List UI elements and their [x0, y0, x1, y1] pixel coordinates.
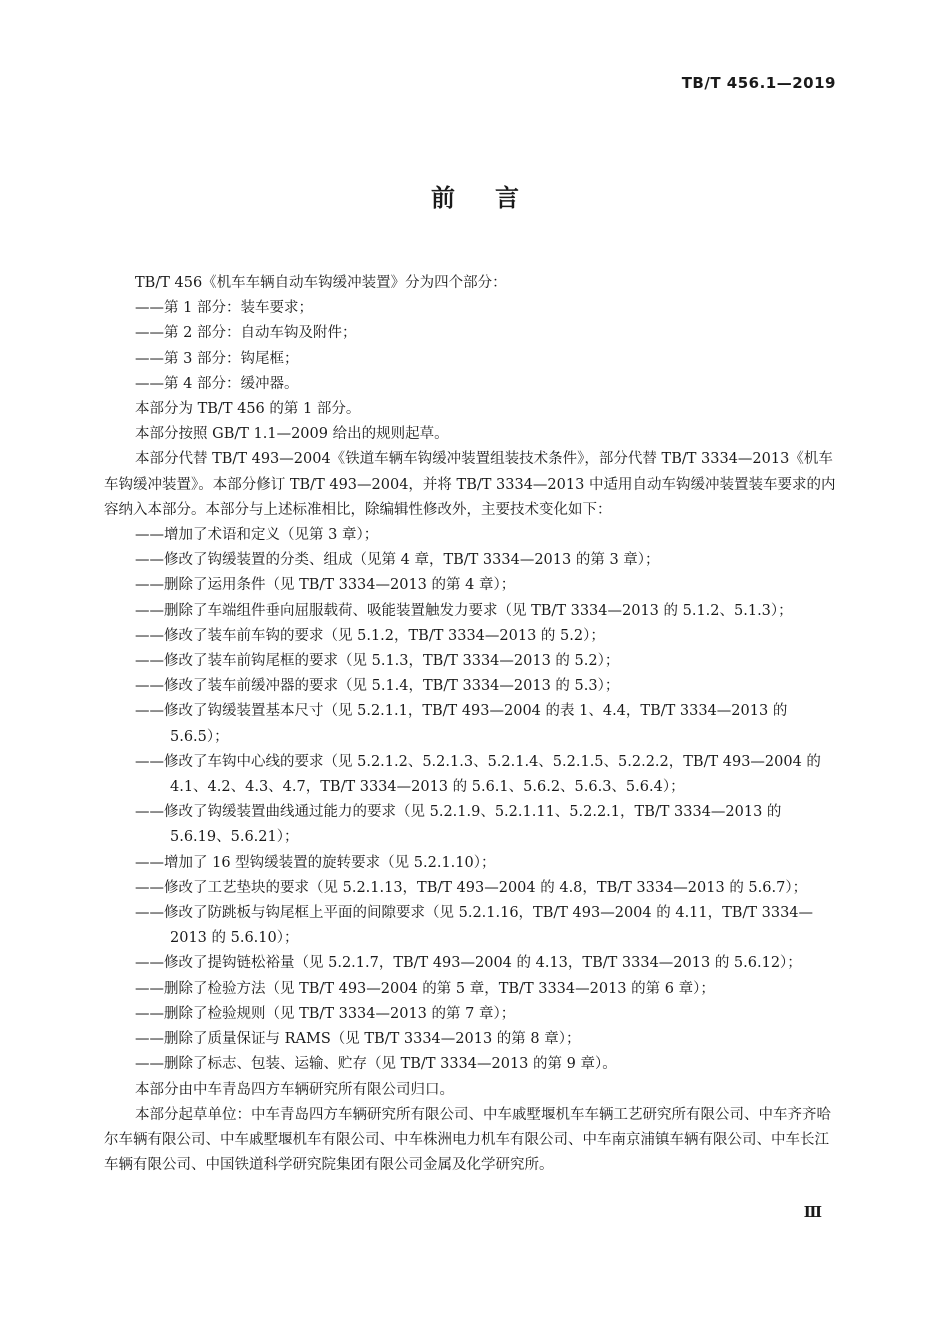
paragraph: 本部分为 TB/T 456 的第 1 部分。	[135, 401, 361, 418]
list-item: ——修改了防跳板与钩尾框上平面的间隙要求（见 5.2.1.16，TB/T 493—2004 的 4.11，TB/T 3334—2013 的 5.6.10）；	[135, 905, 814, 947]
paragraph: TB/T 456《机车车辆自动车钩缓冲装置》分为四个部分：	[135, 275, 507, 291]
list-item: ——第 3 部分：钩尾框；	[135, 350, 299, 367]
list-item: ——修改了装车前车钩的要求（见 5.1.2，TB/T 3334—2013 的 5.2）；	[135, 627, 605, 644]
list-item: ——修改了车钩中心线的要求（见 5.2.1.2、5.2.1.3、5.2.1.4、5.2.1.5、5.2.2.2，TB/T 493—2004 的 4.1、4.2、4.3、4.7，TB/T 3334—2013 的 5.6.1、5.6.2、5.6.3、5.6.4）；	[135, 753, 821, 796]
list-item: ——删除了检验方法（见 TB/T 493—2004 的第 5 章，TB/T 3334—2013 的第 6 章）；	[135, 980, 715, 997]
list-item: ——第 4 部分：缓冲器。	[135, 375, 299, 392]
list-item: ——修改了装车前钩尾框的要求（见 5.1.3，TB/T 3334—2013 的 5.2）；	[135, 653, 620, 670]
list-item: ——删除了运用条件（见 TB/T 3334—2013 的第 4 章）；	[135, 577, 516, 594]
paragraph: 本部分按照 GB/T 1.1—2009 给出的规则起草。	[135, 426, 449, 443]
page-title: 前言	[431, 184, 559, 212]
list-item: ——修改了钩缓装置曲线通过能力的要求（见 5.2.1.9、5.2.1.11、5.2.2.1，TB/T 3334—2013 的 5.6.19、5.6.21）；	[135, 804, 782, 846]
paragraph: 本部分由中车青岛四方车辆研究所有限公司归口。	[135, 1081, 454, 1098]
list-item: ——修改了工艺垫块的要求（见 5.2.1.13，TB/T 493—2004 的 4.8，TB/T 3334—2013 的 5.6.7）；	[135, 879, 808, 896]
list-item: ——修改了提钩链松裕量（见 5.2.1.7，TB/T 493—2004 的 4.13，TB/T 3334—2013 的 5.6.12）；	[135, 955, 802, 972]
list-item: ——增加了 16 型钩缓装置的旋转要求（见 5.2.1.10）；	[135, 854, 496, 871]
page-number: Ⅲ	[803, 1203, 822, 1221]
list-item: ——删除了质量保证与 RAMS（见 TB/T 3334—2013 的第 8 章）；	[135, 1031, 581, 1048]
list-item: ——第 1 部分：装车要求；	[135, 300, 313, 317]
paragraph: 本部分代替 TB/T 493—2004《铁道车辆车钩缓冲装置组装技术条件》，部分代替 TB/T 3334—2013《机车车钩缓冲装置》。本部分修订 TB/T 493—2004，并将 TB/T 3334—2013 中适用自动车钩缓冲装置装车要求的内容纳入本部分。本部分与上述标准相比，除编辑性修改外，主要技术变化如下：	[104, 451, 836, 518]
paragraph: 本部分起草单位：中车青岛四方车辆研究所有限公司、中车戚墅堰机车车辆工艺研究所有限公司、中车齐齐哈尔车辆有限公司、中车戚墅堰机车有限公司、中车株洲电力机车有限公司、中车南京浦镇车辆有限公司、中车长江车辆有限公司、中国铁道科学研究院集团有限公司金属及化学研究所。	[104, 1106, 831, 1174]
list-item: ——修改了钩缓装置基本尺寸（见 5.2.1.1，TB/T 493—2004 的表 1、4.4，TB/T 3334—2013 的 5.6.5）；	[135, 703, 788, 745]
list-item: ——删除了标志、包装、运输、贮存（见 TB/T 3334—2013 的第 9 章）。	[135, 1056, 617, 1073]
standard-code: TB/T 456.1—2019	[681, 74, 836, 92]
list-item: ——增加了术语和定义（见第 3 章）；	[135, 527, 379, 544]
list-item: ——修改了装车前缓冲器的要求（见 5.1.4，TB/T 3334—2013 的 5.3）；	[135, 678, 620, 695]
list-item: ——删除了车端组件垂向屈服载荷、吸能装置触发力要求（见 TB/T 3334—2013 的 5.1.2、5.1.3）；	[135, 602, 793, 619]
list-item: ——第 2 部分：自动车钩及附件；	[135, 325, 357, 342]
list-item: ——删除了检验规则（见 TB/T 3334—2013 的第 7 章）；	[135, 1005, 516, 1022]
document-body	[104, 271, 842, 1178]
list-item: ——修改了钩缓装置的分类、组成（见第 4 章，TB/T 3334—2013 的第 3 章）；	[135, 552, 660, 569]
